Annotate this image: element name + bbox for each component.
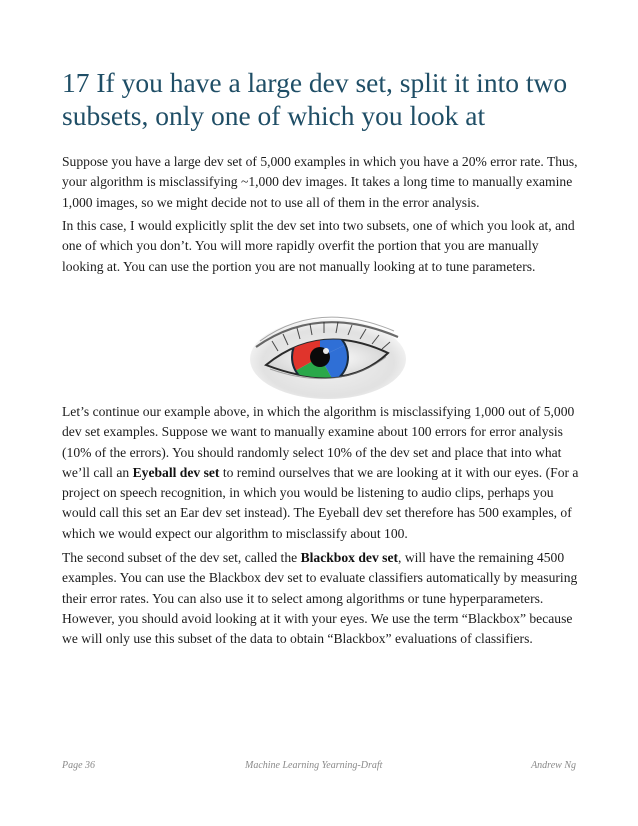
paragraph-2: In this case, I would explicitly split the dev set into two subsets, one of which you look at, and one of which you don’t. You will more rapidly overfit the portion that you are manually looking at. You can use the portion you are not manually looking at to tune parameters.: [62, 218, 575, 274]
footer-book-title: Machine Learning Yearning-Draft: [245, 760, 383, 771]
footer-author: Andrew Ng: [531, 760, 576, 771]
paragraph-3: [62, 402, 582, 544]
chapter-title: 17 If you have a large dev set, split it into two subsets, only one of which you look at: [62, 67, 568, 131]
paragraph-1: Suppose you have a large dev set of 5,000 examples in which you have a 20% error rate. Thus, your algorithm is misclassifying ~1,000 dev images. It takes a long time to manually examine 1,000 images, so we might decide not to use all of them in the error analysis.: [62, 154, 578, 210]
paragraph-4-text-a: The second subset of the dev set, called the: [62, 550, 301, 565]
footer-page-number: Page 36: [62, 760, 96, 771]
eye-icon: [248, 307, 406, 399]
paragraph-4-text-b: , will have the remaining 4500 examples. You can use the Blackbox dev set to evaluate classifiers automatically by measuring their error rates. You can also use it to select among algorithms or tune hyperparameters. However, you should avoid looking at it with your eyes. We use the term “Blackbox” because we will only use this subset of the data to obtain “Blackbox” evaluations of classifiers.: [62, 550, 578, 647]
blackbox-dev-set-term: Blackbox dev set: [300, 550, 399, 565]
eye-illustration: [248, 307, 406, 399]
eyeball-dev-set-term: Eyeball dev set: [132, 464, 220, 480]
paragraph-3-text-b: to remind ourselves that we are looking at it with our eyes. (For a project on speech recognition, in which you would be listening to audio clips, perhaps you would call this set an Ear dev set instead). The Eyeball dev set therefore has 500 examples, of which we would expect our algorithm to misclassify about 100.: [62, 464, 579, 541]
paragraph-3-text-a: Let’s continue our example above, in which the algorithm is misclassifying 1,000 out of 5,000 dev set examples. Suppose we want to manually examine about 100 errors for error analysis (10% of the errors). You should randomly select 10% of the dev set and place that into what we’ll call an: [62, 404, 575, 480]
paragraph-4: [62, 548, 582, 649]
